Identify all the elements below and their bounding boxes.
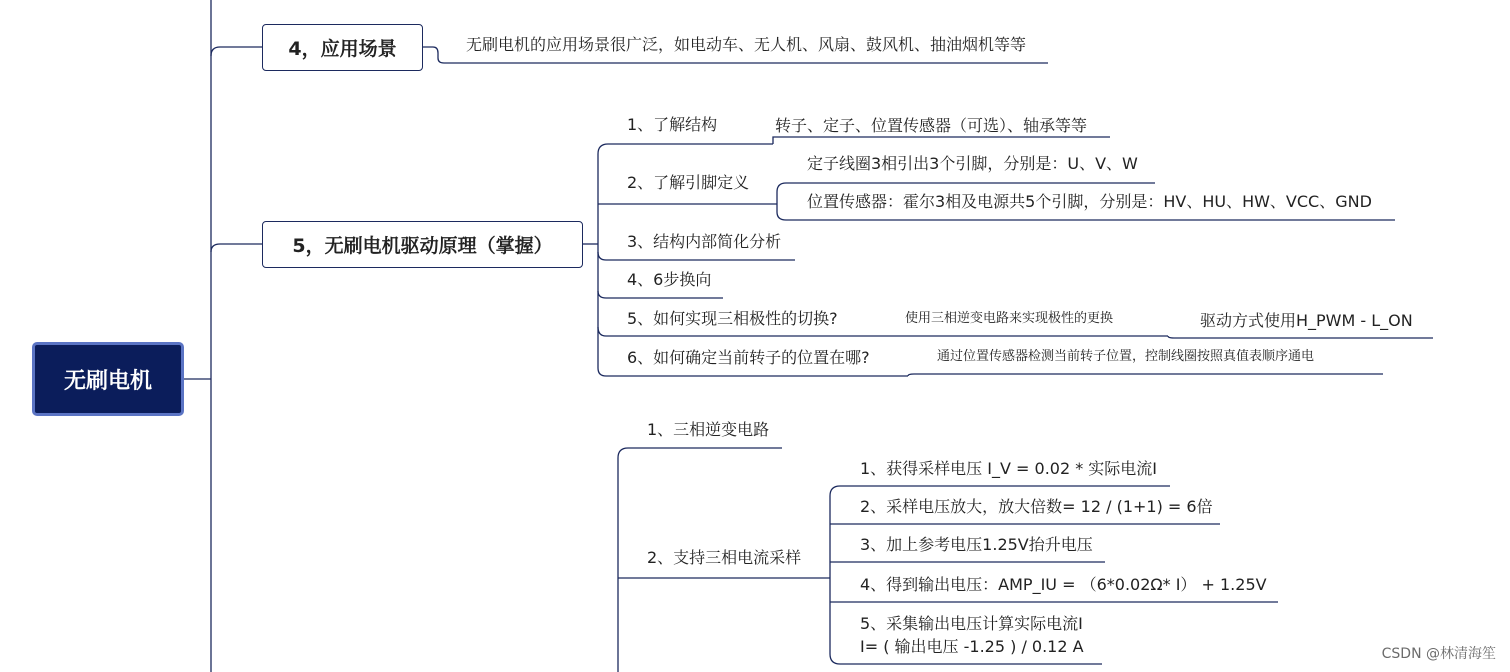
branch-application-scenarios[interactable] <box>262 24 423 71</box>
topic-three-phase-inverter[interactable]: 1、三相逆变电路 <box>647 420 770 439</box>
topic-pin-definition[interactable]: 2、了解引脚定义 <box>627 173 750 192</box>
branch-driving-principle[interactable] <box>262 221 583 268</box>
topic-internal-analysis[interactable]: 3、结构内部简化分析 <box>627 232 782 251</box>
sampling-step-4: 4、得到输出电压：AMP_IU = （6*0.02Ω* I） + 1.25V <box>860 575 1267 594</box>
watermark: CSDN @林清海笙 <box>1381 646 1496 662</box>
root-label: 无刷电机 <box>63 368 152 394</box>
topic-polarity-switching[interactable]: 5、如何实现三相极性的切换? <box>627 309 838 328</box>
polarity-drive-mode: 驱动方式使用H_PWM - L_ON <box>1200 311 1413 330</box>
topic-structure-detail: 转子、定子、位置传感器（可选）、轴承等等 <box>775 116 1088 135</box>
application-scenarios-desc: 无刷电机的应用场景很广泛，如电动车、无人机、风扇、鼓风机、抽油烟机等等 <box>466 35 1027 54</box>
root-node[interactable] <box>32 342 184 416</box>
polarity-switching-detail: 使用三相逆变电路来实现极性的更换 <box>905 311 1114 326</box>
sampling-step-2: 2、采样电压放大，放大倍数= 12 / (1+1) = 6倍 <box>860 497 1213 516</box>
rotor-position-detail: 通过位置传感器检测当前转子位置，控制线圈按照真值表顺序通电 <box>937 349 1315 364</box>
branch-application-scenarios-label: 4，应用场景 <box>288 38 397 60</box>
pin-definition-stator: 定子线圈3相引出3个引脚，分别是：U、V、W <box>807 154 1138 173</box>
topic-rotor-position[interactable]: 6、如何确定当前转子的位置在哪? <box>627 348 870 367</box>
sampling-step-1: 1、获得采样电压 I_V = 0.02 * 实际电流I <box>860 459 1158 478</box>
sampling-step-3: 3、加上参考电压1.25V抬升电压 <box>860 535 1093 554</box>
topic-current-sampling[interactable]: 2、支持三相电流采样 <box>647 548 802 567</box>
branch-driving-principle-label: 5，无刷电机驱动原理（掌握） <box>292 235 553 257</box>
topic-structure[interactable]: 1、了解结构 <box>627 115 718 134</box>
topic-six-step-commutation[interactable]: 4、6步换向 <box>627 270 712 289</box>
sampling-step-5-formula: I= ( 输出电压 -1.25 ) / 0.12 A <box>860 637 1084 656</box>
pin-definition-hall-sensor: 位置传感器：霍尔3相及电源共5个引脚，分别是：HV、HU、HW、VCC、GND <box>807 192 1372 211</box>
sampling-step-5: 5、采集输出电压计算实际电流I <box>860 614 1083 633</box>
